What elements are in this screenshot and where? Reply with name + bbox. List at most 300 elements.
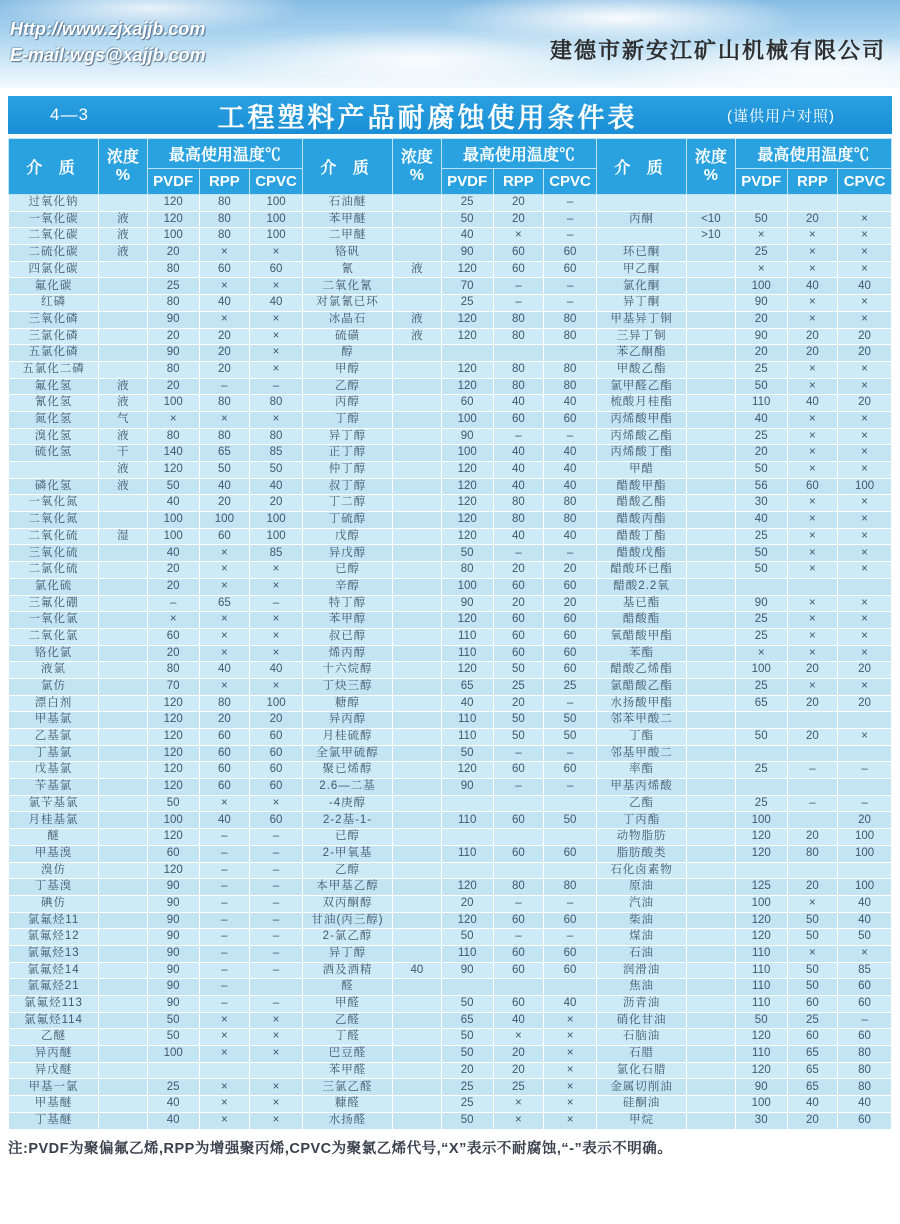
concentration-cell: [99, 628, 148, 645]
cpvc-cell: –: [250, 996, 303, 1013]
rpp-cell: 80: [493, 879, 543, 896]
cpvc-cell: ×: [838, 628, 892, 645]
pvdf-cell: 90: [441, 595, 493, 612]
pvdf-cell: 40: [735, 411, 787, 428]
rpp-cell: 50: [493, 712, 543, 729]
rpp-cell: 20: [493, 1046, 543, 1063]
pvdf-cell: 100: [441, 578, 493, 595]
rpp-cell: ×: [199, 1029, 249, 1046]
pvdf-cell: 90: [735, 328, 787, 345]
medium-cell: 丁丙酯: [597, 812, 687, 829]
table-row: [9, 628, 892, 645]
concentration-cell: [99, 195, 148, 212]
concentration-cell: [687, 812, 736, 829]
rpp-cell: 25: [787, 1012, 837, 1029]
medium-cell: 三氧化磷: [9, 311, 99, 328]
pvdf-cell: 80: [147, 662, 199, 679]
table-row: [9, 745, 892, 762]
cpvc-cell: –: [544, 695, 597, 712]
rpp-cell: ×: [493, 1096, 543, 1113]
concentration-cell: [99, 1079, 148, 1096]
cpvc-cell: 40: [838, 278, 892, 295]
rpp-cell: [787, 745, 837, 762]
medium-cell: 甲烷: [597, 1112, 687, 1129]
cpvc-cell: ×: [250, 1029, 303, 1046]
concentration-cell: [99, 1046, 148, 1063]
cpvc-cell: –: [250, 862, 303, 879]
pvdf-cell: 56: [735, 478, 787, 495]
corrosion-table-wrap: [8, 138, 892, 1130]
table-row: [9, 295, 892, 312]
rpp-cell: 65: [787, 1062, 837, 1079]
medium-cell: 本甲基乙醇: [303, 879, 393, 896]
pvdf-cell: 60: [147, 845, 199, 862]
medium-cell: 苯甲醛: [303, 1062, 393, 1079]
pvdf-cell: [441, 345, 493, 362]
header-concentration-3: [687, 139, 736, 195]
concentration-cell: [687, 1079, 736, 1096]
header-medium-3: 介 质: [597, 139, 687, 195]
pvdf-cell: 50: [735, 729, 787, 746]
rpp-cell: –: [199, 945, 249, 962]
table-row: [9, 845, 892, 862]
medium-cell: 磷化氢: [9, 478, 99, 495]
medium-cell: 邻苯甲酸二: [597, 712, 687, 729]
rpp-cell: 65: [787, 1046, 837, 1063]
rpp-cell: ×: [787, 295, 837, 312]
rpp-cell: –: [199, 962, 249, 979]
pvdf-cell: 50: [147, 478, 199, 495]
rpp-cell: –: [493, 895, 543, 912]
medium-cell: 苄基氯: [9, 779, 99, 796]
cpvc-cell: ×: [838, 729, 892, 746]
pvdf-cell: 120: [441, 378, 493, 395]
concentration-cell: [99, 361, 148, 378]
rpp-cell: 80: [493, 361, 543, 378]
rpp-cell: 40: [199, 812, 249, 829]
medium-cell: 异丙醚: [9, 1046, 99, 1063]
concentration-cell: [393, 1012, 442, 1029]
concentration-cell: [687, 295, 736, 312]
rpp-cell: 50: [493, 662, 543, 679]
table-row: [9, 729, 892, 746]
table-row: [9, 912, 892, 929]
medium-cell: 石油醚: [303, 195, 393, 212]
cpvc-cell: [544, 829, 597, 846]
website-url: Http://www.zjxajjb.com: [10, 19, 206, 39]
rpp-cell: –: [493, 779, 543, 796]
cpvc-cell: –: [544, 545, 597, 562]
rpp-cell: ×: [787, 512, 837, 529]
rpp-cell: –: [493, 428, 543, 445]
cpvc-cell: ×: [838, 612, 892, 629]
cpvc-cell: 100: [838, 829, 892, 846]
rpp-cell: 60: [493, 762, 543, 779]
cpvc-cell: 100: [250, 512, 303, 529]
pvdf-cell: 70: [441, 278, 493, 295]
cpvc-cell: ×: [250, 411, 303, 428]
rpp-cell: 20: [199, 361, 249, 378]
pvdf-cell: 120: [441, 495, 493, 512]
medium-cell: 醋酸2.2氧: [597, 578, 687, 595]
cpvc-cell: –: [250, 962, 303, 979]
pvdf-cell: 20: [735, 445, 787, 462]
pvdf-cell: 50: [441, 1046, 493, 1063]
table-row: [9, 1079, 892, 1096]
rpp-cell: 60: [199, 779, 249, 796]
medium-cell: 金属切削油: [597, 1079, 687, 1096]
concentration-cell: [99, 779, 148, 796]
concentration-cell: [687, 428, 736, 445]
cpvc-cell: [544, 862, 597, 879]
cpvc-cell: 60: [250, 261, 303, 278]
medium-cell: 铬化氯: [9, 645, 99, 662]
rpp-cell: 50: [199, 462, 249, 479]
medium-cell: 冰晶石: [303, 311, 393, 328]
concentration-cell: [99, 328, 148, 345]
concentration-cell: [99, 762, 148, 779]
concentration-cell: <10: [687, 211, 736, 228]
medium-cell: -4庚醇: [303, 795, 393, 812]
concentration-cell: [393, 678, 442, 695]
rpp-cell: 60: [199, 528, 249, 545]
rpp-cell: 20: [787, 211, 837, 228]
header-temp-1: 最高使用温度℃: [147, 139, 302, 169]
header-medium-2: 介 质: [303, 139, 393, 195]
medium-cell: 硝化甘油: [597, 1012, 687, 1029]
concentration-cell: [99, 712, 148, 729]
table-row: [9, 1096, 892, 1113]
pvdf-cell: 90: [147, 929, 199, 946]
pvdf-cell: 90: [441, 245, 493, 262]
medium-cell: 丁炔三醇: [303, 678, 393, 695]
cpvc-cell: 40: [544, 528, 597, 545]
rpp-cell: ×: [199, 645, 249, 662]
cpvc-cell: ×: [250, 795, 303, 812]
medium-cell: 异戊醇: [303, 545, 393, 562]
rpp-cell: 20: [493, 195, 543, 212]
rpp-cell: 60: [493, 245, 543, 262]
medium-cell: 二氧化氰: [303, 278, 393, 295]
rpp-cell: ×: [787, 245, 837, 262]
pvdf-cell: 40: [441, 695, 493, 712]
cpvc-cell: 60: [250, 745, 303, 762]
medium-cell: 梳酸月桂酯: [597, 395, 687, 412]
table-row: [9, 245, 892, 262]
table-row: [9, 578, 892, 595]
table-row: [9, 228, 892, 245]
concentration-cell: [393, 595, 442, 612]
pvdf-cell: 20: [441, 895, 493, 912]
cpvc-cell: 50: [544, 729, 597, 746]
pvdf-cell: 60: [441, 395, 493, 412]
concentration-cell: [687, 996, 736, 1013]
cpvc-cell: 40: [544, 462, 597, 479]
pvdf-cell: 90: [147, 895, 199, 912]
pvdf-cell: 25: [441, 1079, 493, 1096]
medium-cell: 苯酯: [597, 645, 687, 662]
concentration-cell: [393, 645, 442, 662]
pvdf-cell: 140: [147, 445, 199, 462]
cpvc-cell: 20: [250, 495, 303, 512]
table-row: [9, 795, 892, 812]
medium-cell: 一氧化碳: [9, 211, 99, 228]
cpvc-cell: [838, 712, 892, 729]
medium-cell: 二氧化硫: [9, 528, 99, 545]
rpp-cell: 50: [787, 912, 837, 929]
cpvc-cell: 85: [250, 445, 303, 462]
pvdf-cell: 25: [147, 1079, 199, 1096]
medium-cell: [597, 195, 687, 212]
medium-cell: 柴油: [597, 912, 687, 929]
concentration-cell: [393, 695, 442, 712]
pvdf-cell: 110: [441, 712, 493, 729]
rpp-cell: 60: [199, 729, 249, 746]
medium-cell: 丁二醇: [303, 495, 393, 512]
medium-cell: 甲酸乙酯: [597, 361, 687, 378]
concentration-cell: [687, 745, 736, 762]
cpvc-cell: 100: [250, 528, 303, 545]
concentration-cell: [687, 912, 736, 929]
cpvc-cell: ×: [838, 645, 892, 662]
concentration-cell: [99, 278, 148, 295]
rpp-cell: 60: [493, 645, 543, 662]
rpp-cell: [787, 195, 837, 212]
rpp-cell: ×: [199, 411, 249, 428]
cpvc-cell: 60: [544, 411, 597, 428]
concentration-cell: [687, 328, 736, 345]
concentration-cell: [99, 678, 148, 695]
pvdf-cell: 50: [441, 545, 493, 562]
cpvc-cell: 20: [838, 395, 892, 412]
pvdf-cell: 30: [735, 495, 787, 512]
rpp-cell: –: [493, 929, 543, 946]
pvdf-cell: 90: [441, 779, 493, 796]
cpvc-cell: ×: [250, 578, 303, 595]
pvdf-cell: 100: [735, 662, 787, 679]
medium-cell: 润滑油: [597, 962, 687, 979]
concentration-cell: [99, 545, 148, 562]
pvdf-cell: 40: [147, 1096, 199, 1113]
medium-cell: 乙基氯: [9, 729, 99, 746]
concentration-cell: 液: [393, 261, 442, 278]
cpvc-cell: ×: [250, 562, 303, 579]
pvdf-cell: 90: [147, 345, 199, 362]
concentration-cell: [393, 812, 442, 829]
pvdf-cell: 120: [735, 912, 787, 929]
medium-cell: 氧醋酸甲酯: [597, 628, 687, 645]
table-row: [9, 428, 892, 445]
concentration-cell: [687, 261, 736, 278]
medium-cell: 已醇: [303, 562, 393, 579]
concentration-cell: [393, 195, 442, 212]
page-subtitle: (谨供用户对照): [727, 107, 835, 125]
concentration-cell: 干: [99, 445, 148, 462]
pvdf-cell: 90: [147, 979, 199, 996]
rpp-cell: [493, 979, 543, 996]
medium-cell: 一氧化氯: [9, 612, 99, 629]
cpvc-cell: 80: [838, 1062, 892, 1079]
pvdf-cell: ×: [147, 612, 199, 629]
concentration-cell: 气: [99, 411, 148, 428]
medium-cell: 动物脂肪: [597, 829, 687, 846]
pvdf-cell: [735, 195, 787, 212]
rpp-cell: –: [493, 545, 543, 562]
medium-cell: 甲基醚: [9, 1096, 99, 1113]
concentration-cell: [687, 628, 736, 645]
pvdf-cell: 120: [147, 762, 199, 779]
pvdf-cell: 120: [147, 862, 199, 879]
rpp-cell: [787, 862, 837, 879]
medium-cell: 氯醋酸乙酯: [597, 678, 687, 695]
cpvc-cell: 80: [544, 495, 597, 512]
medium-cell: 率酯: [597, 762, 687, 779]
pvdf-cell: 20: [147, 578, 199, 595]
rpp-cell: 80: [199, 695, 249, 712]
pvdf-cell: 25: [735, 528, 787, 545]
rpp-cell: 80: [199, 211, 249, 228]
medium-cell: 乙醛: [303, 1012, 393, 1029]
concentration-cell: 液: [99, 462, 148, 479]
rpp-cell: ×: [787, 945, 837, 962]
concentration-cell: [687, 1046, 736, 1063]
cpvc-cell: ×: [544, 1096, 597, 1113]
rpp-cell: –: [199, 929, 249, 946]
concentration-cell: 湿: [99, 528, 148, 545]
cpvc-cell: –: [838, 1012, 892, 1029]
concentration-cell: [687, 762, 736, 779]
table-row: [9, 996, 892, 1013]
medium-cell: 丁基氯: [9, 745, 99, 762]
header-temp-2: 最高使用温度℃: [441, 139, 596, 169]
cpvc-cell: ×: [250, 328, 303, 345]
table-row: [9, 562, 892, 579]
medium-cell: 三氯乙醛: [303, 1079, 393, 1096]
cpvc-cell: 100: [250, 695, 303, 712]
rpp-cell: ×: [787, 445, 837, 462]
rpp-cell: [787, 812, 837, 829]
rpp-cell: ×: [787, 612, 837, 629]
rpp-cell: 40: [787, 278, 837, 295]
rpp-cell: 20: [787, 829, 837, 846]
concentration-cell: [393, 512, 442, 529]
top-banner: [0, 0, 900, 88]
concentration-cell: [99, 829, 148, 846]
concentration-cell: [687, 195, 736, 212]
rpp-cell: –: [787, 762, 837, 779]
pvdf-cell: 25: [441, 1096, 493, 1113]
cpvc-cell: ×: [544, 1029, 597, 1046]
medium-cell: 丁硫醇: [303, 512, 393, 529]
rpp-cell: –: [199, 862, 249, 879]
medium-cell: 戊基氯: [9, 762, 99, 779]
cpvc-cell: ×: [250, 278, 303, 295]
pvdf-cell: 20: [147, 378, 199, 395]
cpvc-cell: 50: [544, 712, 597, 729]
pvdf-cell: 50: [441, 1029, 493, 1046]
pvdf-cell: 90: [735, 1079, 787, 1096]
medium-cell: [9, 462, 99, 479]
medium-cell: 水扬醛: [303, 1112, 393, 1129]
cpvc-cell: –: [250, 912, 303, 929]
concentration-cell: [393, 729, 442, 746]
cpvc-cell: ×: [838, 411, 892, 428]
cpvc-cell: [838, 745, 892, 762]
cpvc-cell: 60: [544, 662, 597, 679]
cpvc-cell: 20: [838, 345, 892, 362]
pvdf-cell: 40: [735, 512, 787, 529]
pvdf-cell: 120: [441, 478, 493, 495]
pvdf-cell: 50: [441, 929, 493, 946]
concentration-cell: [99, 962, 148, 979]
rpp-cell: 20: [493, 595, 543, 612]
rpp-cell: 40: [199, 478, 249, 495]
title-bar: [8, 96, 892, 134]
rpp-cell: 20: [787, 695, 837, 712]
cpvc-cell: ×: [838, 445, 892, 462]
pvdf-cell: 50: [147, 1029, 199, 1046]
pvdf-cell: 120: [441, 311, 493, 328]
cpvc-cell: 85: [838, 962, 892, 979]
rpp-cell: 40: [493, 395, 543, 412]
rpp-cell: 100: [199, 512, 249, 529]
rpp-cell: 40: [493, 462, 543, 479]
cpvc-cell: ×: [250, 612, 303, 629]
pvdf-cell: 90: [147, 962, 199, 979]
concentration-cell: [99, 745, 148, 762]
rpp-cell: 60: [493, 261, 543, 278]
rpp-cell: 60: [787, 1029, 837, 1046]
concentration-cell: [393, 1079, 442, 1096]
table-row: [9, 328, 892, 345]
concentration-cell: [687, 245, 736, 262]
pvdf-cell: 100: [147, 812, 199, 829]
concentration-cell: [687, 795, 736, 812]
medium-cell: 对氯氰已环: [303, 295, 393, 312]
medium-cell: 溴化氢: [9, 428, 99, 445]
concentration-cell: 液: [99, 428, 148, 445]
cpvc-cell: ×: [838, 495, 892, 512]
pvdf-cell: 100: [147, 528, 199, 545]
concentration-cell: [687, 562, 736, 579]
table-row: [9, 1012, 892, 1029]
rpp-cell: 20: [493, 1062, 543, 1079]
medium-cell: 氰化氢: [9, 395, 99, 412]
concentration-cell: 液: [99, 478, 148, 495]
concentration-cell: [687, 979, 736, 996]
pvdf-cell: 110: [441, 645, 493, 662]
medium-cell: 丁醛: [303, 1029, 393, 1046]
table-body: [9, 195, 892, 1130]
concentration-cell: [687, 311, 736, 328]
cpvc-cell: 50: [250, 462, 303, 479]
concentration-cell: 液: [393, 328, 442, 345]
medium-cell: 醋酸丁酯: [597, 528, 687, 545]
medium-cell: 乙酯: [597, 795, 687, 812]
medium-cell: 红磷: [9, 295, 99, 312]
medium-cell: 三异丁铜: [597, 328, 687, 345]
cpvc-cell: 60: [838, 1029, 892, 1046]
cpvc-cell: [544, 795, 597, 812]
pvdf-cell: 30: [735, 1112, 787, 1129]
cpvc-cell: [838, 862, 892, 879]
table-row: [9, 1046, 892, 1063]
pvdf-cell: 120: [441, 328, 493, 345]
rpp-cell: ×: [787, 428, 837, 445]
medium-cell: 三氯化磷: [9, 328, 99, 345]
cpvc-cell: 40: [838, 1096, 892, 1113]
rpp-cell: 50: [787, 962, 837, 979]
